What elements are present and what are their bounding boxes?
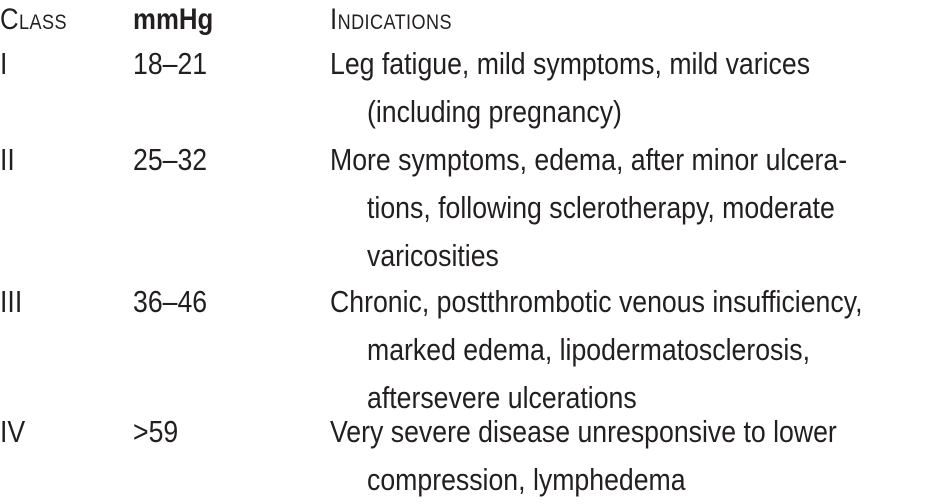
indications-cell: [330, 278, 925, 422]
indications-cell: [330, 136, 925, 280]
class-cell: I: [0, 46, 8, 81]
pressure-cell: 25–32: [133, 142, 208, 177]
indication-line: marked edema, lipodermatosclerosis,: [367, 332, 811, 367]
class-cell: III: [0, 284, 23, 319]
indications-cell: [330, 40, 888, 136]
indication-line: aftersevere ulcerations: [367, 380, 637, 415]
pressure-cell: 18–21: [133, 46, 208, 81]
indication-line: More symptoms, edema, after minor ulcera-: [330, 142, 848, 177]
header-class: Class: [0, 3, 67, 36]
indication-line: (including pregnancy): [367, 94, 622, 129]
indications-cell: [330, 408, 919, 504]
indication-line: Very severe disease unresponsive to lower: [330, 414, 837, 449]
class-cell: IV: [0, 414, 26, 449]
header-indications: Indications: [330, 3, 452, 36]
indication-line: Leg fatigue, mild symptoms, mild varices: [330, 46, 811, 81]
indication-line: tions, following sclerotherapy, moderate: [367, 190, 835, 225]
pressure-cell: >59: [133, 414, 179, 449]
class-cell: II: [0, 142, 15, 177]
pressure-cell: 36–46: [133, 284, 208, 319]
indication-line: Chronic, postthrombotic venous insufficiency,: [330, 284, 863, 319]
header-mmhg: mmHg: [133, 3, 214, 36]
indication-line: varicosities: [367, 238, 499, 273]
indication-line: compression, lymphedema: [367, 462, 686, 497]
